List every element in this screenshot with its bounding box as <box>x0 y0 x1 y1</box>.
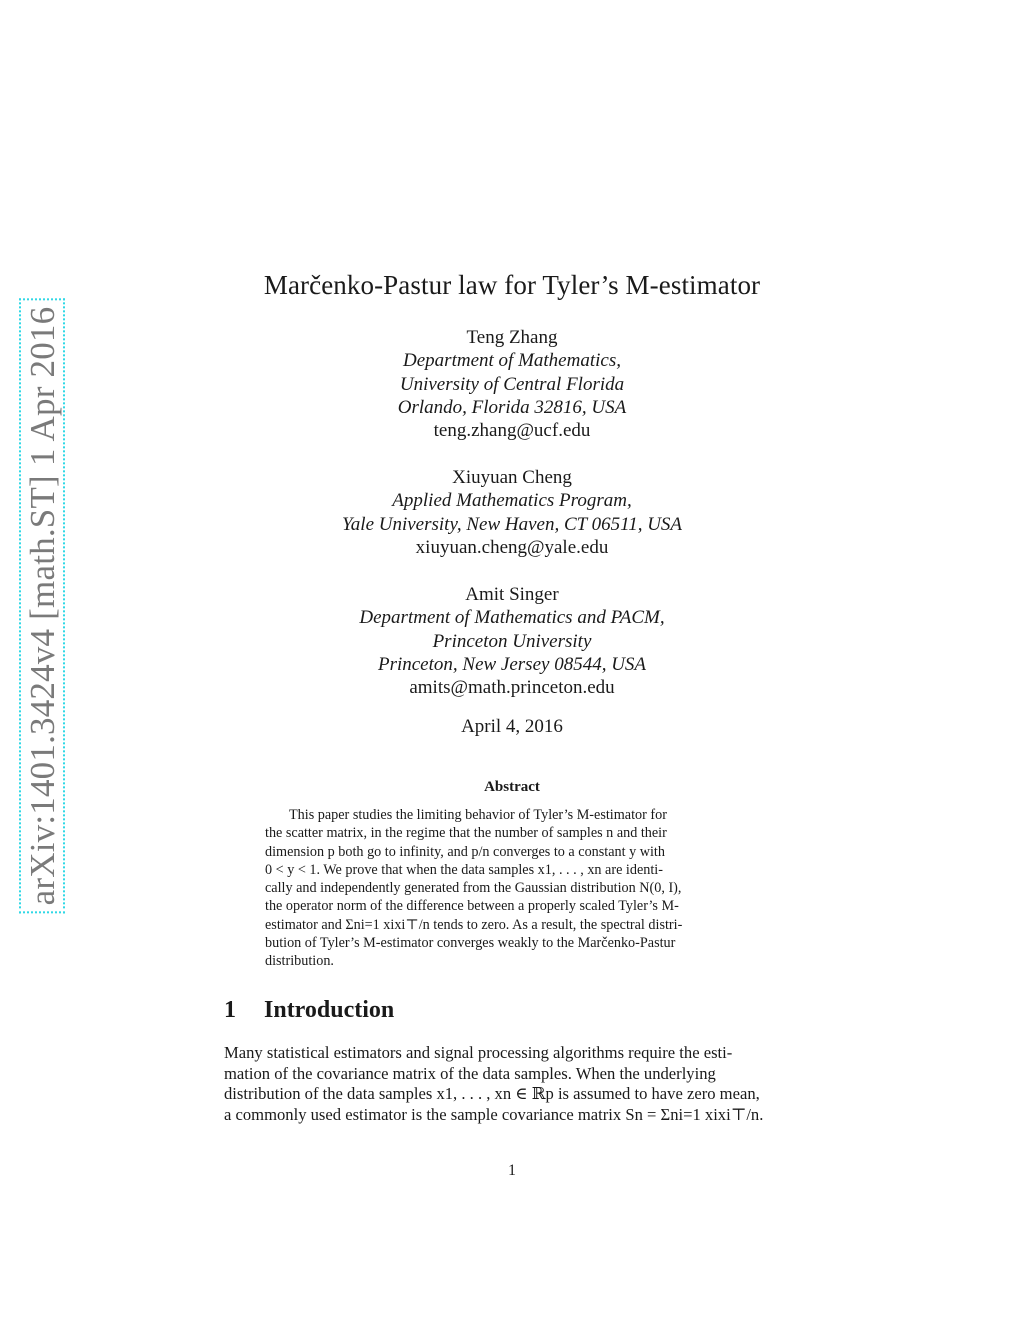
arxiv-identifier-stamp: arXiv:1401.3424v4 [math.ST] 1 Apr 2016 <box>19 299 65 914</box>
introduction-paragraph <box>224 1043 800 1125</box>
abstract-line: bution of Tyler’s M-estimator converges weakly to the Marčenko-Pastur <box>265 935 676 952</box>
abstract-line: cally and independently generated from the Gaussian distribution N(0, I), <box>265 880 682 897</box>
abstract-line: This paper studies the limiting behavior of Tyler’s M-estimator for <box>289 807 667 823</box>
author-affiliation-line: Orlando, Florida 32816, USA <box>397 396 627 418</box>
publication-date: April 4, 2016 <box>461 716 563 737</box>
author-email: teng.zhang@ucf.edu <box>433 420 591 442</box>
author-name: Teng Zhang <box>466 327 558 348</box>
abstract-line: distribution. <box>265 953 334 970</box>
section-number: 1 <box>224 997 236 1023</box>
abstract-line: 0 < y < 1. We prove that when the data samples x1, . . . , xn are identi- <box>265 861 663 878</box>
author-affiliation-line: Princeton, New Jersey 08544, USA <box>377 653 647 675</box>
author-email: amits@math.princeton.edu <box>409 677 615 699</box>
author-name: Xiuyuan Cheng <box>452 467 572 488</box>
author-affiliation-line: Princeton University <box>432 630 592 652</box>
author-email: xiuyuan.cheng@yale.edu <box>415 536 609 558</box>
abstract-line: estimator and Σni=1 xixi⊤/n tends to zero. As a result, the spectral distri- <box>265 916 683 933</box>
paragraph-line: a commonly used estimator is the sample covariance matrix Sn = Σni=1 xixi⊤/n. <box>224 1104 764 1124</box>
abstract-line: the scatter matrix, in the regime that the number of samples n and their <box>265 825 667 842</box>
abstract-line: dimension p both go to infinity, and p/n converges to a constant y with <box>265 843 665 860</box>
author-block <box>0 466 1024 559</box>
abstract-line: the operator norm of the difference between a properly scaled Tyler’s M- <box>265 898 679 915</box>
author-affiliation-line: Yale University, New Haven, CT 06511, USA <box>341 513 683 535</box>
author-affiliation-line: Department of Mathematics and PACM, <box>359 607 665 629</box>
author-block <box>0 583 1024 699</box>
page-number: 1 <box>508 1162 516 1179</box>
author-affiliation-line: Applied Mathematics Program, <box>392 490 632 512</box>
author-affiliation-line: University of Central Florida <box>399 373 625 395</box>
paragraph-line: distribution of the data samples x1, . . . , xn ∈ ℝp is assumed to have zero mean, <box>224 1084 760 1103</box>
author-block <box>0 326 1024 442</box>
author-affiliation-line: Department of Mathematics, <box>403 350 621 372</box>
abstract-body <box>265 806 757 971</box>
paragraph-line: Many statistical estimators and signal processing algorithms require the esti- <box>224 1043 733 1062</box>
paper-title: Marčenko-Pastur law for Tyler’s M-estimator <box>263 270 761 300</box>
paragraph-line: mation of the covariance matrix of the data samples. When the underlying <box>224 1063 716 1083</box>
section-heading <box>224 997 394 1024</box>
author-name: Amit Singer <box>465 584 559 605</box>
section-title: Introduction <box>264 997 395 1023</box>
abstract-heading: Abstract <box>484 779 540 795</box>
